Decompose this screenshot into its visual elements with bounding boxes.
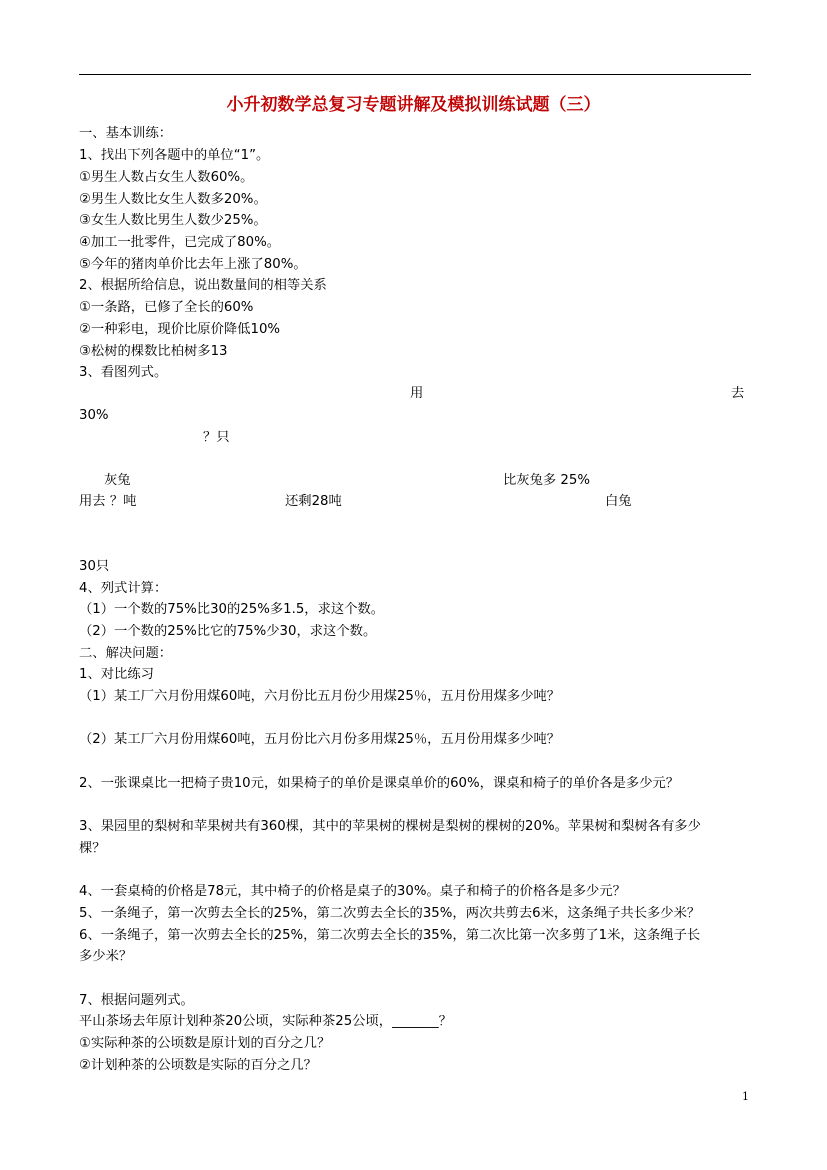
problem-6-line2: 多少米？ bbox=[79, 949, 133, 964]
q1-item: ①男生人数占女生人数60%。 bbox=[79, 170, 254, 185]
page-title: 小升初数学总复习专题讲解及模拟训练试题（三） bbox=[226, 95, 601, 115]
q4-item: （2）一个数的25%比它的75%少30，求这个数。 bbox=[79, 624, 377, 639]
figure-label-more-25pct: 比灰兔多 25% bbox=[503, 473, 590, 488]
figure-label-30pct: 30% bbox=[79, 408, 109, 423]
section1-heading: 一、基本训练： bbox=[79, 126, 173, 141]
q2-item: ③松树的棵数比柏树多13 bbox=[79, 344, 228, 359]
figure-label-grey-rabbit: 灰兔 bbox=[104, 473, 131, 488]
q1-item: ⑤今年的猪肉单价比去年上涨了80%。 bbox=[79, 257, 307, 272]
section2-heading: 二、解决问题： bbox=[79, 646, 173, 661]
problem-2: 2、一张课桌比一把椅子贵10元，如果椅子的单价是课桌单价的60%，课桌和椅子的单价各是多少元？ bbox=[79, 776, 680, 791]
q1-item: ②男生人数比女生人数多20%。 bbox=[79, 192, 267, 207]
q3-stem: 3、看图列式。 bbox=[79, 365, 168, 380]
figure-label-white-rabbit: 白兔 bbox=[605, 494, 632, 509]
q1-item: ③女生人数比男生人数少25%。 bbox=[79, 213, 267, 228]
problem-3-line2: 棵？ bbox=[79, 841, 106, 856]
header-rule bbox=[79, 74, 751, 75]
figure-label-used-unknown-ton: 用去 ？吨 bbox=[79, 494, 137, 509]
figure-label-30-animals: 30只 bbox=[79, 559, 110, 574]
problem-3-line1: 3、果园里的梨树和苹果树共有360棵，其中的苹果树的棵树是梨树的棵树的20%。苹果树和梨树各有多少 bbox=[79, 819, 701, 834]
q2-item: ①一条路，已修了全长的60% bbox=[79, 300, 254, 315]
problem-4: 4、一套桌椅的价格是78元，其中椅子的价格是桌子的30%。桌子和椅子的价格各是多少元？ bbox=[79, 884, 626, 899]
figure-label-remaining-28: 还剩28吨 bbox=[285, 494, 342, 509]
problem-7-text: 平山茶场去年原计划种茶20公顷，实际种茶25公顷，_______？ bbox=[79, 1014, 452, 1029]
problem-7-item: ①实际种茶的公顷数是原计划的百分之几？ bbox=[79, 1036, 331, 1051]
problem-1b: （2）某工厂六月份用煤60吨，五月份比六月份多用煤25％，五月份用煤多少吨？ bbox=[79, 732, 561, 747]
q4-stem: 4、列式计算： bbox=[79, 581, 168, 596]
q1-stem: 1、找出下列各题中的单位“1”。 bbox=[79, 148, 270, 163]
page-number: 1 bbox=[742, 1090, 749, 1103]
figure-label-unknown-count: ？只 bbox=[203, 430, 230, 445]
figure-label-go: 去 bbox=[731, 386, 745, 401]
q2-stem: 2、根据所给信息，说出数量间的相等关系 bbox=[79, 278, 327, 293]
problem-7-stem: 7、根据问题列式。 bbox=[79, 993, 194, 1008]
problem-7-item: ②计划种茶的公顷数是实际的百分之几？ bbox=[79, 1058, 317, 1073]
problem-1a: （1）某工厂六月份用煤60吨，六月份比五月份少用煤25％，五月份用煤多少吨？ bbox=[79, 689, 561, 704]
q2-item: ②一种彩电，现价比原价降低10% bbox=[79, 322, 281, 337]
problem-5: 5、一条绳子，第一次剪去全长的25%，第二次剪去全长的35%，两次共剪去6米，这条绳子共长多少米？ bbox=[79, 906, 701, 921]
q4-item: （1）一个数的75%比30的25%多1.5，求这个数。 bbox=[79, 602, 385, 617]
problem-1-stem: 1、对比练习 bbox=[79, 667, 154, 682]
figure-label-use: 用 bbox=[410, 386, 424, 401]
problem-6-line1: 6、一条绳子，第一次剪去全长的25%，第二次剪去全长的35%，第二次比第一次多剪了1米，这条绳子长 bbox=[79, 928, 701, 943]
q1-item: ④加工一批零件，已完成了80%。 bbox=[79, 235, 281, 250]
